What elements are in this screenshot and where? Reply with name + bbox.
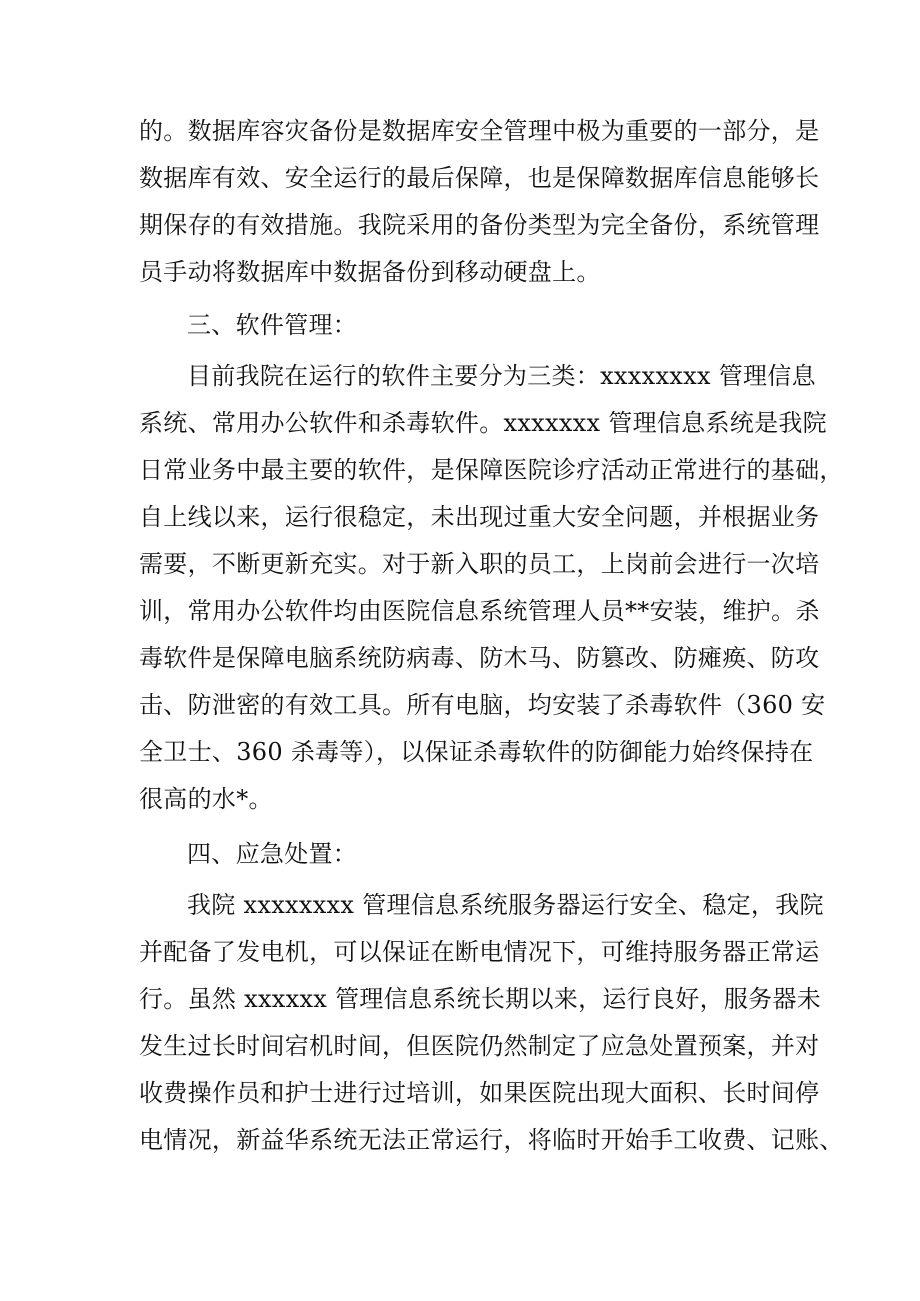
text-line: 很高的水*。 xyxy=(139,785,273,813)
text-line: 训，常用办公软件均由医院信息系统管理人员**安装，维护。杀 xyxy=(139,597,820,625)
text-line: 电情况，新益华系统无法正常运行，将临时开始手工收费、记账、 xyxy=(139,1126,844,1154)
text-line: 收费操作员和护士进行过培训，如果医院出现大面积、长时间停 xyxy=(139,1079,820,1107)
text-line: 系统、常用办公软件和杀毒软件。xxxxxxx 管理信息系统是我院 xyxy=(139,409,827,437)
section-heading-emergency: 四、应急处置： xyxy=(187,840,358,868)
text-line: 的。数据库容灾备份是数据库安全管理中极为重要的一部分，是 xyxy=(139,117,820,145)
text-line: 击、防泄密的有效工具。所有电脑，均安装了杀毒软件（360 安 xyxy=(139,691,826,719)
text-line: 员手动将数据库中数据备份到移动硬盘上。 xyxy=(139,258,601,286)
text-line: 自上线以来，运行很稳定，未出现过重大安全问题，并根据业务 xyxy=(139,503,820,531)
text-line: 我院 xxxxxxxx 管理信息系统服务器运行安全、稳定，我院 xyxy=(187,891,824,919)
text-line: 发生过长时间宕机时间，但医院仍然制定了应急处置预案，并对 xyxy=(139,1032,820,1060)
text-line: 毒软件是保障电脑系统防病毒、防木马、防篡改、防瘫痪、防攻 xyxy=(139,644,820,672)
text-line: 需要，不断更新充实。对于新入职的员工，上岗前会进行一次培 xyxy=(139,550,820,578)
text-line: 并配备了发电机，可以保证在断电情况下，可维持服务器正常运 xyxy=(139,938,820,966)
text-line: 期保存的有效措施。我院采用的备份类型为完全备份，系统管理 xyxy=(139,211,820,239)
text-line: 全卫士、360 杀毒等），以保证杀毒软件的防御能力始终保持在 xyxy=(139,738,814,766)
text-line: 数据库有效、安全运行的最后保障，也是保障数据库信息能够长 xyxy=(139,164,820,192)
text-line: 行。虽然 xxxxxx 管理信息系统长期以来，运行良好，服务器未 xyxy=(139,985,822,1013)
text-line: 日常业务中最主要的软件，是保障医院诊疗活动正常进行的基础， xyxy=(139,456,844,484)
text-line: 目前我院在运行的软件主要分为三类：xxxxxxxx 管理信息 xyxy=(187,362,816,390)
section-heading-software: 三、软件管理： xyxy=(187,311,358,339)
